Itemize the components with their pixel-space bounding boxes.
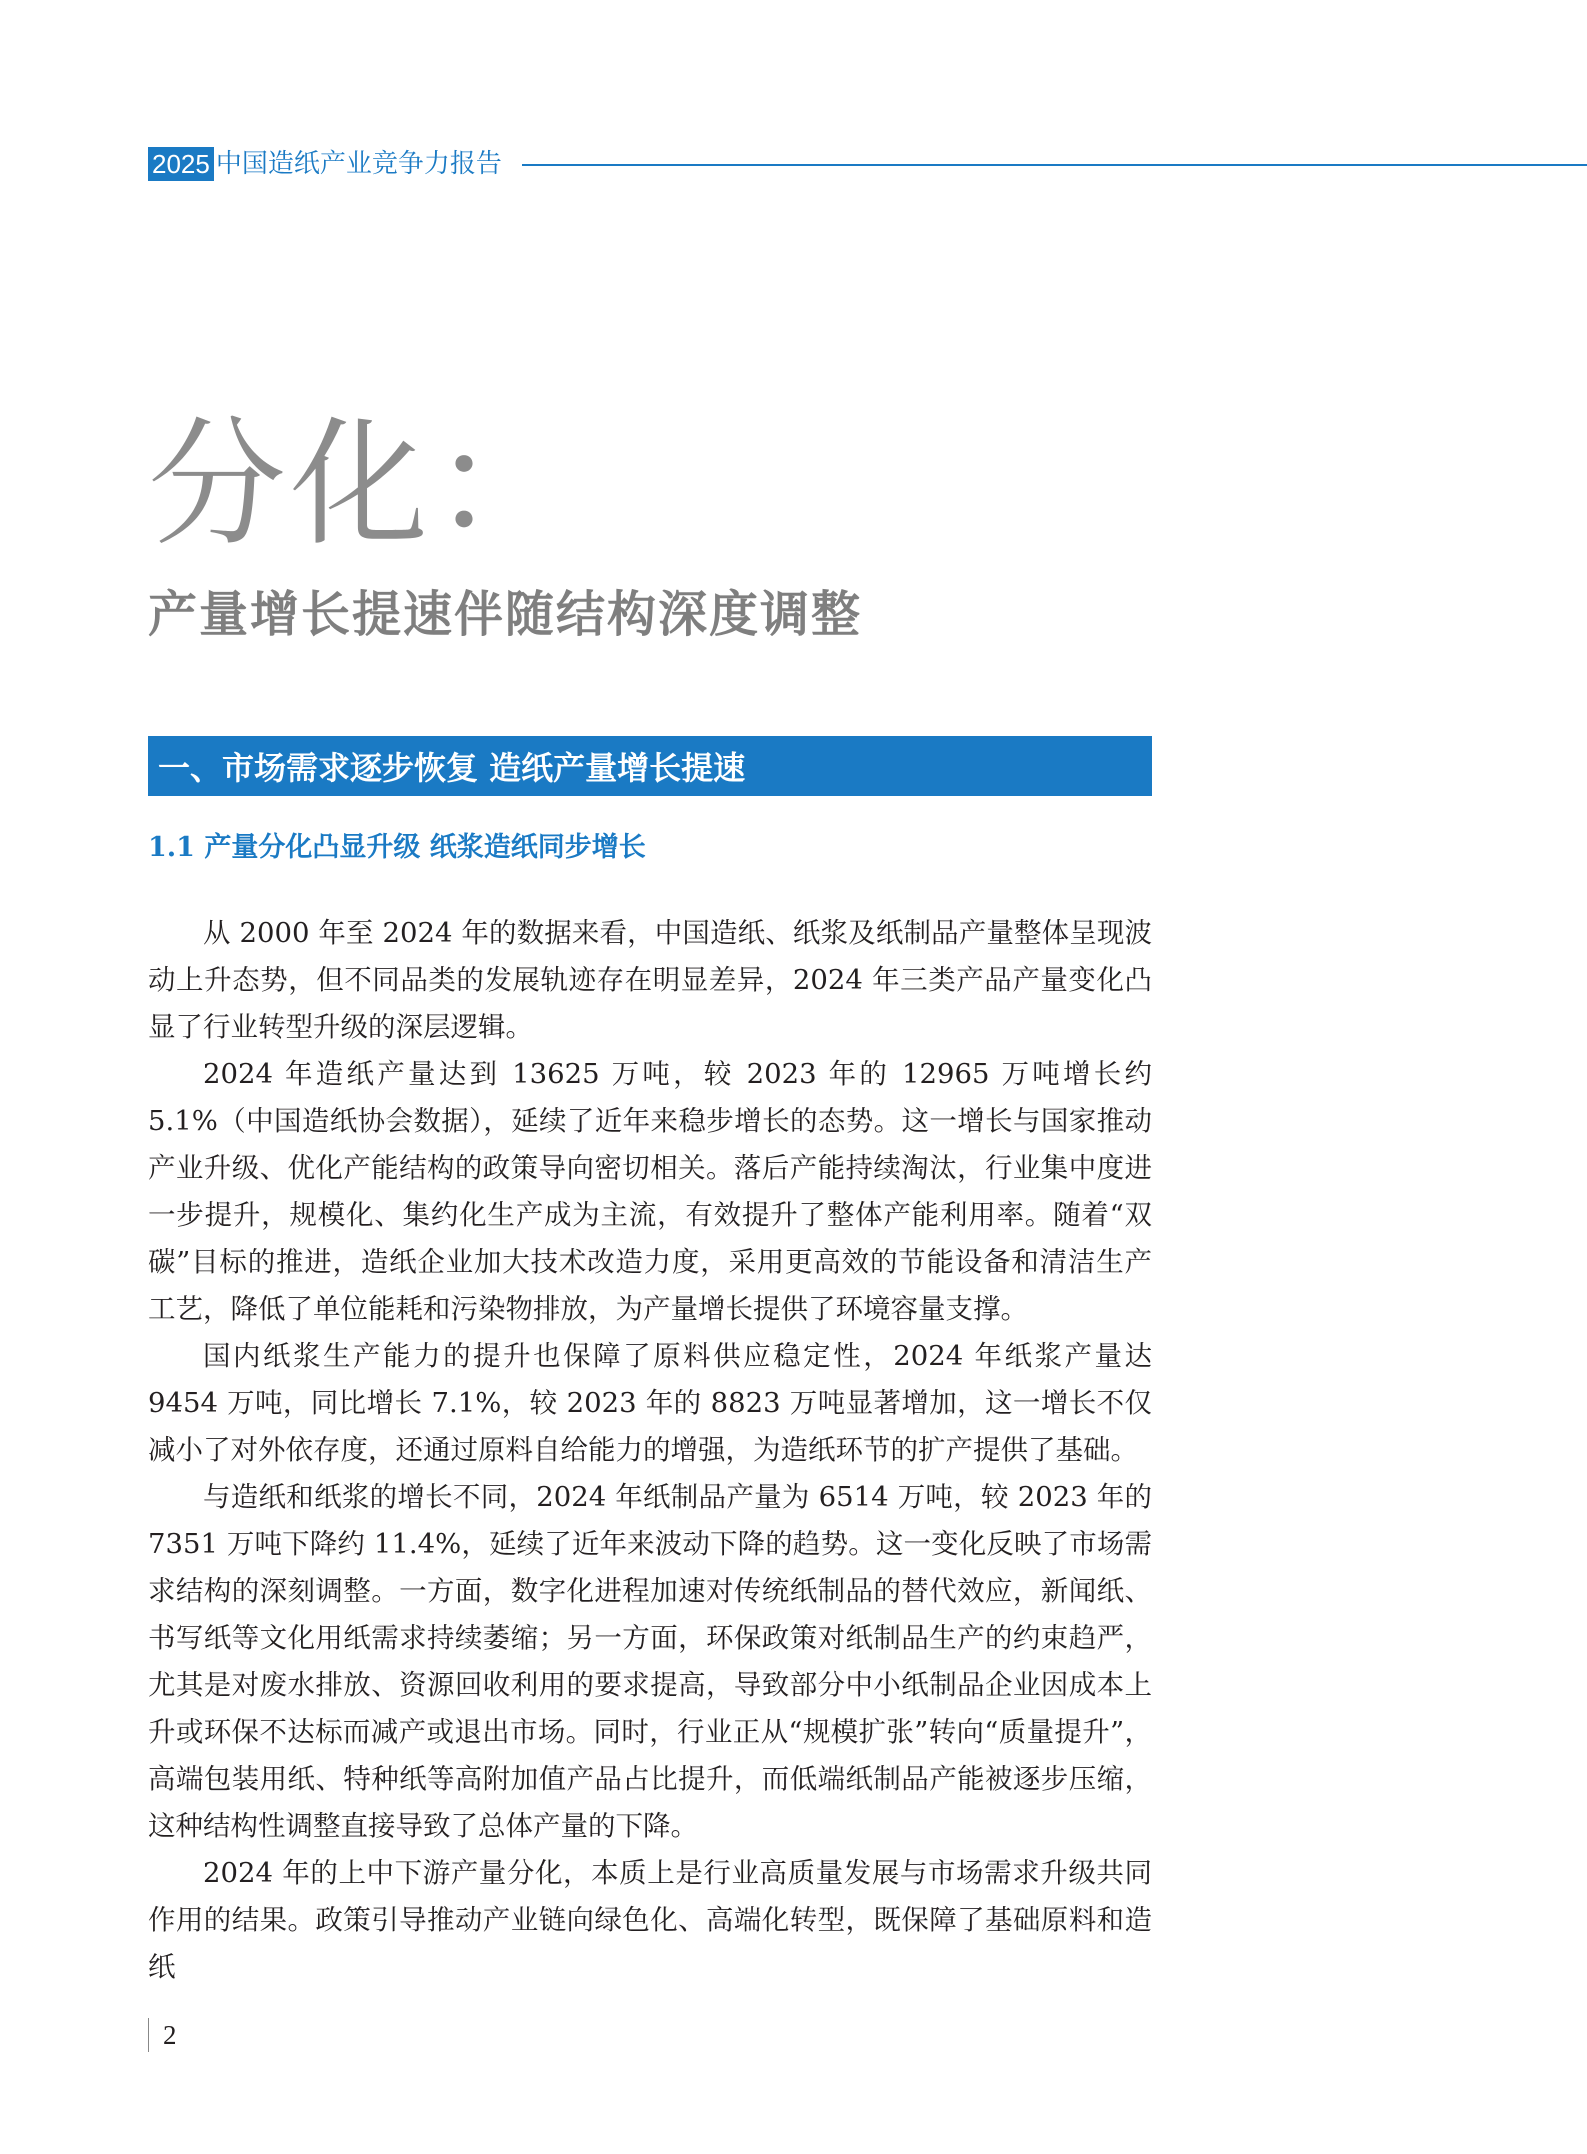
running-header bbox=[148, 146, 1587, 182]
header-report-title: 中国造纸产业竞争力报告 bbox=[215, 149, 502, 179]
body-text bbox=[148, 910, 1152, 1991]
chapter-title: 分化： bbox=[148, 404, 575, 565]
paragraph: 2024 年的上中下游产量分化，本质上是行业高质量发展与市场需求升级共同作用的结果。政策引导推动产业链向绿色化、高端化转型，既保障了基础原料和造纸 bbox=[148, 1857, 1152, 1983]
page-number: 2 bbox=[163, 2019, 177, 2050]
paragraph: 2024 年造纸产量达到 13625 万吨，较 2023 年的 12965 万吨增长约 5.1%（中国造纸协会数据），延续了近年来稳步增长的态势。这一增长与国家推动产业升级、优化产能结构的政策导向密切相关。落后产能持续淘汰，行业集中度进一步提升，规模化、集约化生产成为主流，有效提升了整体产能利用率。随着“双碳”目标的推进，造纸企业加大技术改造力度，采用更高效的节能设备和清洁生产工艺，降低了单位能耗和污染物排放，为产量增长提供了环境容量支撑。 bbox=[148, 1058, 1152, 1325]
page-footer bbox=[148, 2018, 177, 2052]
subsection-heading: 1.1 产量分化凸显升级 纸浆造纸同步增长 bbox=[148, 832, 646, 863]
section-heading-bar bbox=[148, 736, 1152, 796]
header-year-badge: 2025 bbox=[148, 147, 214, 181]
paragraph: 从 2000 年至 2024 年的数据来看，中国造纸、纸浆及纸制品产量整体呈现波动上升态势，但不同品类的发展轨迹存在明显差异，2024 年三类产品产量变化凸显了行业转型升级的深层逻辑。 bbox=[148, 917, 1152, 1043]
page-number-divider bbox=[148, 2018, 149, 2052]
paragraph: 与造纸和纸浆的增长不同，2024 年纸制品产量为 6514 万吨，较 2023 年的 7351 万吨下降约 11.4%，延续了近年来波动下降的趋势。这一变化反映了市场需求结构的深刻调整。一方面，数字化进程加速对传统纸制品的替代效应，新闻纸、书写纸等文化用纸需求持续萎缩；另一方面，环保政策对纸制品生产的约束趋严，尤其是对废水排放、资源回收利用的要求提高，导致部分中小纸制品企业因成本上升或环保不达标而减产或退出市场。同时，行业正从“规模扩张”转向“质量提升”，高端包装用纸、特种纸等高附加值产品占比提升，而低端纸制品产能被逐步压缩，这种结构性调整直接导致了总体产量的下降。 bbox=[148, 1481, 1152, 1842]
header-rule bbox=[522, 164, 1587, 166]
chapter-subtitle: 产量增长提速伴随结构深度调整 bbox=[148, 586, 863, 643]
section-heading: 一、市场需求逐步恢复 造纸产量增长提速 bbox=[158, 749, 746, 787]
paragraph: 国内纸浆生产能力的提升也保障了原料供应稳定性，2024 年纸浆产量达 9454 万吨，同比增长 7.1%，较 2023 年的 8823 万吨显著增加，这一增长不仅减小了对外依存度，还通过原料自给能力的增强，为造纸环节的扩产提供了基础。 bbox=[148, 1340, 1152, 1466]
